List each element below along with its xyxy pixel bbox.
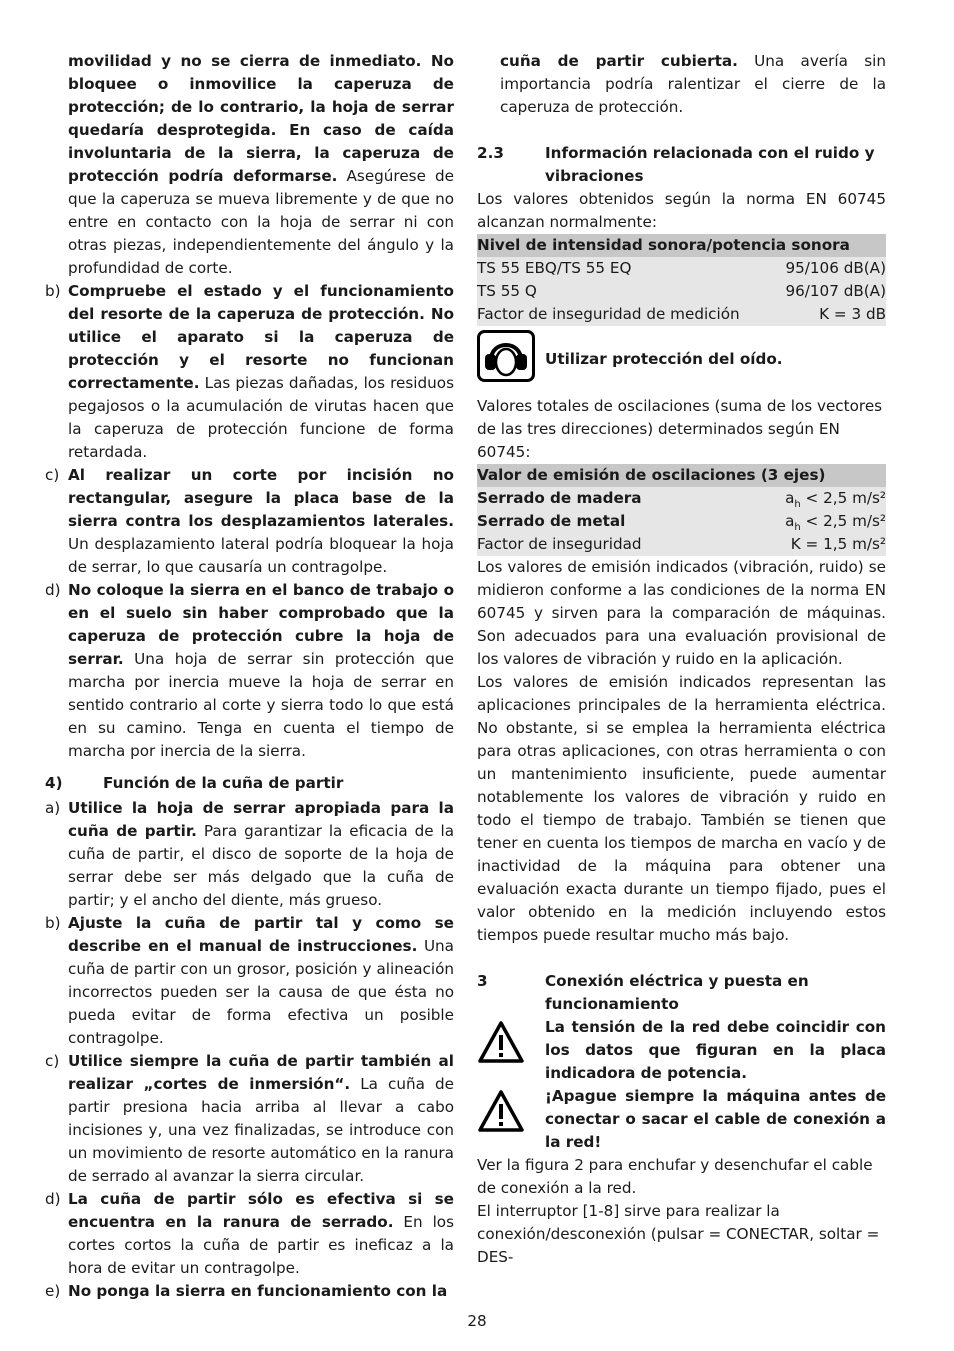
list-bold: La cuña de partir sólo es efectiva si se encuentra en la ranura de serrado. <box>68 1190 454 1231</box>
switch-paragraph: El interruptor [1-8] sirve para realizar la conexión/desconexión (pulsar = CONECTAR, soltar = DES- <box>477 1202 880 1266</box>
vibration-intro: Valores totales de oscilaciones (suma de los vectores de las tres direcciones) determinados según EN 60745: <box>477 397 883 461</box>
section-title: Información relacionada con el ruido y vibraciones <box>545 144 875 185</box>
noise-table <box>477 234 886 326</box>
list-item-4b <box>45 912 454 1050</box>
table-row <box>477 303 886 326</box>
row-value: K = 1,5 m/s² <box>731 533 887 556</box>
list-text: Para garantizar la eficacia de la cuña de partir, el disco de soporte de la hoja de serrar debe ser más delgado que la cuña de partir; y el ancho del diente, más grueso. <box>68 822 454 909</box>
list-text: Un desplazamiento lateral podría bloquear la hoja de serrar, lo que causaría un contragolpe. <box>68 535 454 576</box>
row-value: $a_h < 2,5$ m/s² <box>731 510 887 533</box>
section-number: 4) <box>45 774 63 792</box>
section-2-3-heading <box>477 142 886 188</box>
list-text: Las piezas dañadas, los residuos pegajosos o la acumulación de virutas hacen que la caperuza de protección funcione de forma retardada. <box>68 374 454 461</box>
row-label: Factor de inseguridad <box>477 533 731 556</box>
list-bold: Al realizar un corte por incisión no rectangular, asegure la placa base de la sierra contra los desplazamientos laterales. <box>68 466 454 530</box>
list-text: La cuña de partir presiona hacia arriba al llevar a cabo incisiones y, una vez finalizadas, se introduce con un movimiento de resorte automático en la ranura de serrado al avanzar la sierra circular. <box>68 1075 454 1185</box>
emission-paragraph-2: Los valores de emisión indicados representan las aplicaciones principales de la herramienta eléctrica. No obstante, si se emplea la herramienta eléctrica para otras aplicaciones, con otras herramienta o con un mantenimiento insuficiente, puede aumentar notablemente los valores de vibración y ruido en todo el tiempo de trabajo. También se tienen que tener en cuenta los tiempos de marcha en vacío y de inactividad de la máquina para obtener una evaluación exacta durante un tiempo fijado, pues el valor obtenido en la medición incluyendo estos tiempos puede resultar mucho más bajo. <box>477 673 886 944</box>
noise-table-header: Nivel de intensidad sonora/potencia sonora <box>477 234 886 257</box>
table-row <box>477 487 886 510</box>
table-row <box>477 533 886 556</box>
intro-bold: movilidad y no se cierra de inmediato. No bloquee o inmovilice la caperuza de protección; de lo contrario, la hoja de serrar quedaría desprotegida. En caso de caída involuntaria de la sierra, la caperuza de protección podría deformarse. <box>68 52 454 185</box>
section-4-heading <box>45 772 454 795</box>
continuation-paragraph <box>477 50 886 119</box>
row-value: 96/107 dB(A) <box>773 280 886 303</box>
warning-triangle-icon <box>477 1085 545 1154</box>
warning-voltage <box>477 1016 886 1085</box>
list-label: b) <box>45 914 61 932</box>
warning-triangle-icon <box>477 1016 545 1085</box>
list-item-d <box>45 579 454 763</box>
row-label: Serrado de madera <box>477 487 731 510</box>
section-3-heading <box>477 970 886 1016</box>
list-bold: No ponga la sierra en funcionamiento con la <box>68 1282 448 1300</box>
list-label: e) <box>45 1282 61 1300</box>
list-item-4e <box>45 1280 454 1303</box>
table-row <box>477 280 886 303</box>
row-value: K = 3 dB <box>773 303 886 326</box>
row-label: TS 55 EBQ/TS 55 EQ <box>477 257 773 280</box>
list-text: En los cortes cortos la cuña de partir es ineficaz a la hora de evitar un contragolpe. <box>68 1213 454 1277</box>
intro-text: Asegúrese de que la caperuza se mueva libremente y de que no entre en contacto con la hoja de serrar ni con otras piezas, independientemente del ángulo y la profundidad de corte. <box>68 167 455 277</box>
list-text: Una hoja de serrar sin protección que marcha por inercia mueve la hoja de serrar en sentido contrario al corte y sierra todo lo que está en su camino. Tenga en cuenta el tiempo de marcha por inercia de la sierra. <box>68 650 454 760</box>
vibration-table-header: Valor de emisión de oscilaciones (3 ejes) <box>477 464 886 487</box>
continuation-text: Una avería sin importancia podría ralentizar el cierre de la caperuza de protección. <box>500 52 887 116</box>
ear-protection-row <box>477 330 886 389</box>
continuation-bold: cuña de partir cubierta. <box>500 52 738 70</box>
row-value: 95/106 dB(A) <box>773 257 886 280</box>
list-item-4a <box>45 797 454 912</box>
list-bold: Ajuste la cuña de partir tal y como se describe en el manual de instrucciones. <box>68 914 454 955</box>
list-text: Una cuña de partir con un grosor, posición y alineación incorrectos pueden ser la causa de que ésta no pueda evitar de forma efectiva un posible contragolpe. <box>68 937 454 1047</box>
table-row <box>477 510 886 533</box>
connection-paragraph: Ver la figura 2 para enchufar y desenchufar el cable de conexión a la red. <box>477 1156 873 1197</box>
list-label: c) <box>45 1052 60 1070</box>
vibration-table <box>477 464 886 556</box>
page-number: 28 <box>467 1312 487 1330</box>
row-label: TS 55 Q <box>477 280 773 303</box>
list-bold: Compruebe el estado y el funcionamiento del resorte de la caperuza de protección. No utilice el aparato si la caperuza de protección y el resorte no funcionan correctamente. <box>68 282 454 392</box>
list-label: d) <box>45 1190 61 1208</box>
list-label: b) <box>45 282 61 300</box>
list-item-c <box>45 464 454 579</box>
list-bold: Utilice la hoja de serrar apropiada para la cuña de partir. <box>68 799 454 840</box>
row-label: Serrado de metal <box>477 510 731 533</box>
right-column <box>477 50 886 1269</box>
intro-paragraph <box>45 50 454 280</box>
warning-power-off <box>477 1085 886 1154</box>
row-label: Factor de inseguridad de medición <box>477 303 773 326</box>
list-item-b <box>45 280 454 464</box>
emission-paragraph-1: Los valores de emisión indicados (vibración, ruido) se midieron conforme a las condiciones de la norma EN 60745 y sirven para la comparación de máquinas. Son adecuados para una evaluación provisional de los valores de vibración y ruido en la aplicación. <box>477 558 886 668</box>
row-value: $a_h < 2,5$ m/s² <box>731 487 887 510</box>
section-number: 2.3 <box>477 144 504 162</box>
list-item-4d <box>45 1188 454 1280</box>
ear-protection-icon <box>477 330 535 389</box>
list-label: d) <box>45 581 61 599</box>
left-column <box>45 50 454 1303</box>
list-label: c) <box>45 466 60 484</box>
section-title: Función de la cuña de partir <box>103 774 344 792</box>
list-bold: No coloque la sierra en el banco de trabajo o en el suelo sin haber comprobado que la caperuza de protección cubre la hoja de serrar. <box>68 581 454 668</box>
warning-text: La tensión de la red debe coincidir con los datos que figuran en la placa indicadora de potencia. <box>545 1018 886 1082</box>
list-item-4c <box>45 1050 454 1188</box>
table-row <box>477 257 886 280</box>
ear-protection-label: Utilizar protección del oído. <box>545 350 783 368</box>
warning-text: ¡Apague siempre la máquina antes de conectar o sacar el cable de conexión a la red! <box>545 1087 886 1151</box>
list-bold: Utilice siempre la cuña de partir también al realizar „cortes de inmersión“. <box>68 1052 454 1093</box>
section-number: 3 <box>477 972 488 990</box>
noise-intro: Los valores obtenidos según la norma EN 60745 alcanzan normalmente: <box>477 190 886 231</box>
list-label: a) <box>45 799 61 817</box>
section-title: Conexión eléctrica y puesta en funcionamiento <box>545 972 809 1013</box>
